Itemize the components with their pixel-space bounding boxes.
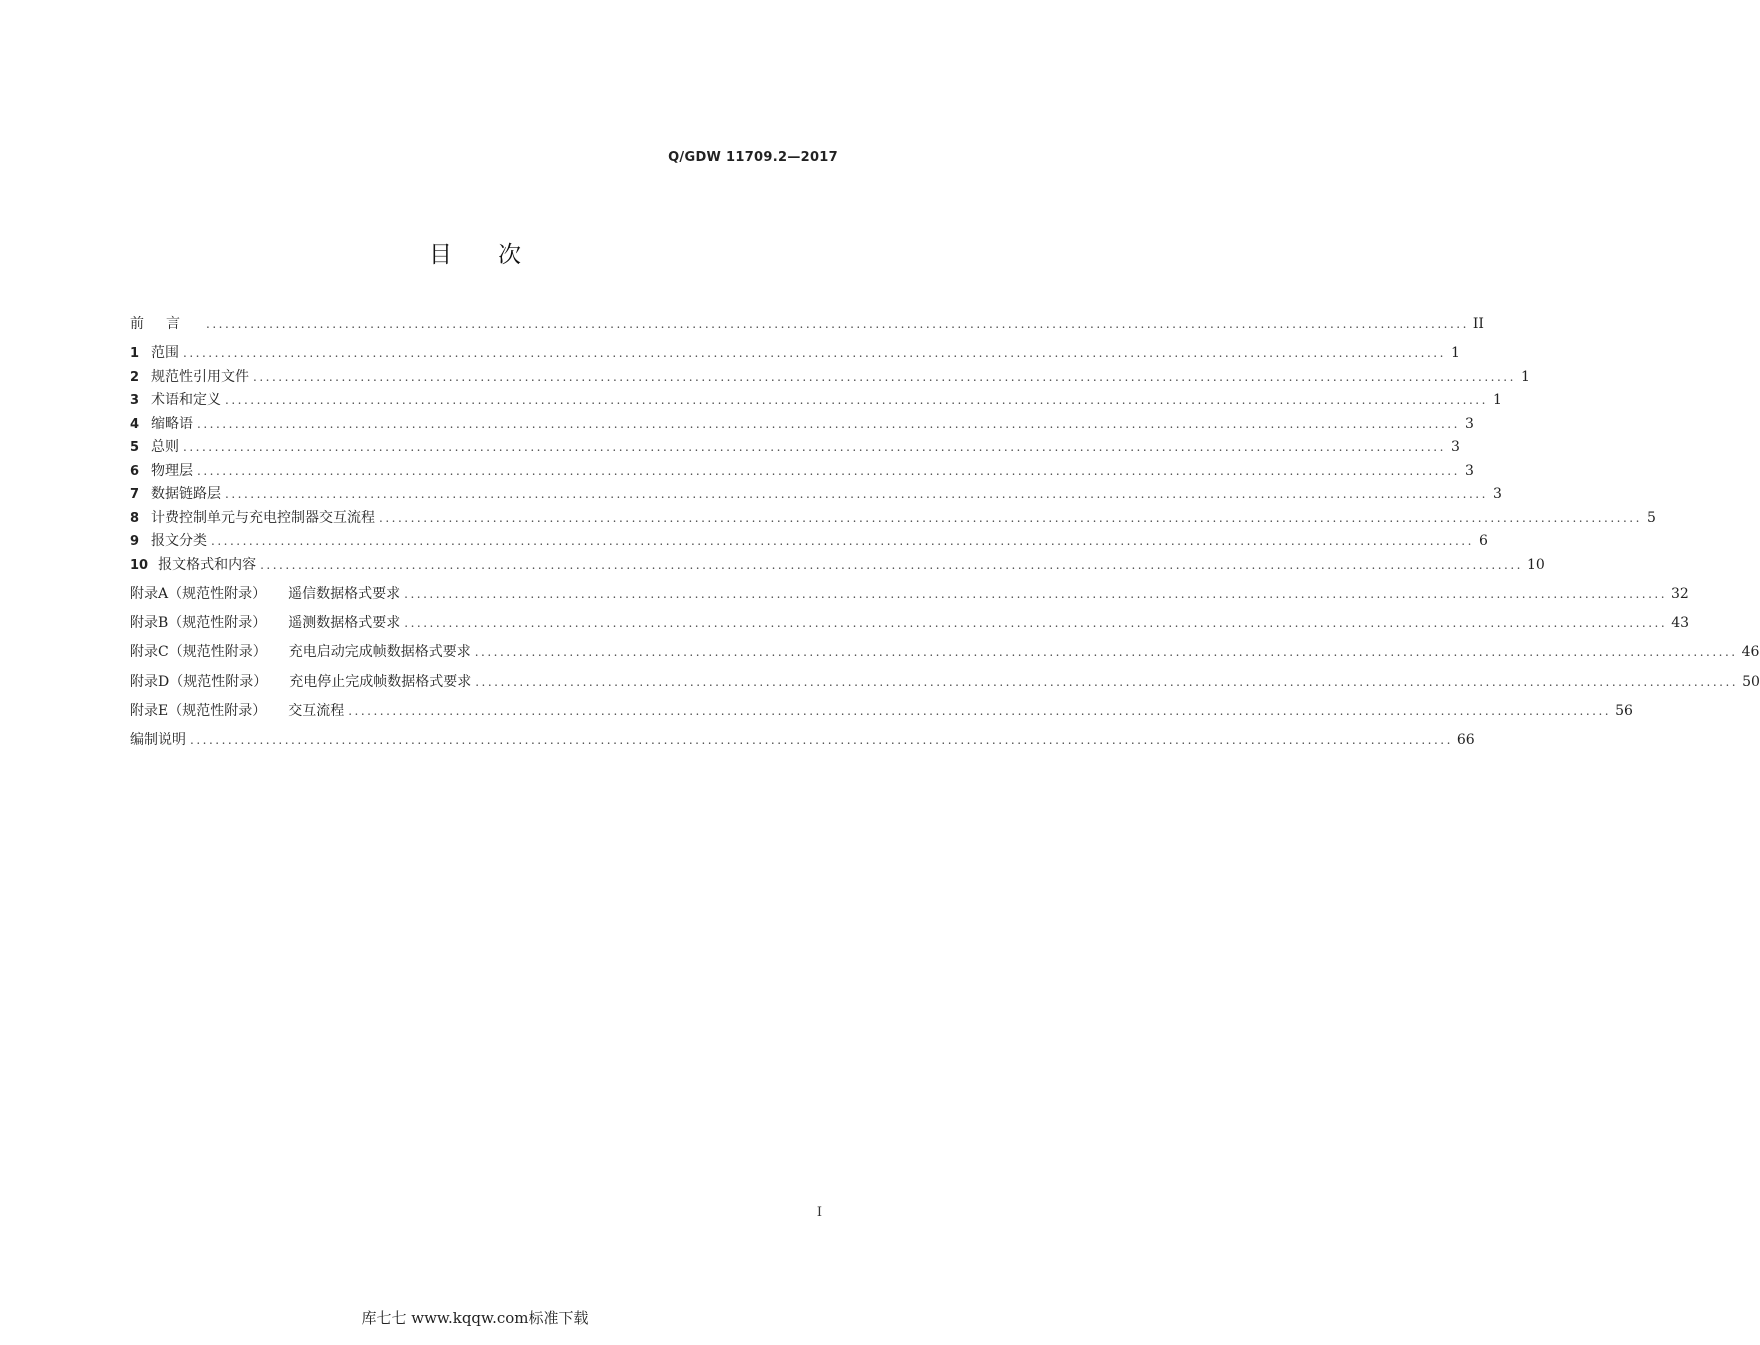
footer-watermark: 库七七 www.kqqw.com标准下载	[361, 1309, 589, 1327]
toc-entry-number: 5	[130, 440, 140, 455]
toc-leader-dots: ........................................................................................................................................................................................................	[183, 346, 1446, 360]
toc-entry-subtitle: 交互流程	[288, 703, 345, 719]
toc-entry-title: 总则	[151, 439, 180, 455]
toc-entry-title: 编制说明	[130, 732, 186, 748]
toc-leader-dots: ........................................................................................................................................................................................................	[206, 317, 1469, 331]
toc-entry-number: 4	[130, 417, 140, 432]
toc-entry-title: 附录E（规范性附录）	[130, 703, 267, 719]
toc-leader-dots: ........................................................................................................................................................................................................	[474, 645, 1738, 659]
toc-entry[interactable]	[130, 507, 1656, 529]
toc-entry-title: 计费控制单元与充电控制器交互流程	[151, 510, 376, 526]
toc-entry[interactable]	[130, 583, 1689, 605]
toc-entry-page: 43	[1671, 615, 1690, 631]
toc-entry-title: 范围	[151, 345, 180, 361]
toc-entry-page: 5	[1647, 510, 1656, 526]
toc-entry[interactable]	[130, 700, 1633, 722]
toc-entry[interactable]	[130, 460, 1474, 482]
toc-entry-page: 56	[1615, 703, 1633, 719]
toc-entry-page: 10	[1526, 557, 1545, 573]
toc-entry[interactable]	[130, 641, 1760, 663]
toc-leader-dots: ........................................................................................................................................................................................................	[225, 487, 1488, 501]
toc-entry-title: 缩略语	[151, 416, 194, 432]
toc-entry-title: 报文格式和内容	[158, 557, 257, 573]
toc-entry-title: 附录D（规范性附录）	[130, 674, 268, 690]
toc-leader-dots: ........................................................................................................................................................................................................	[225, 393, 1488, 407]
toc-entry-title: 数据链路层	[151, 486, 222, 502]
toc-entry[interactable]	[130, 671, 1760, 693]
toc-entry-title: 规范性引用文件	[151, 369, 250, 385]
toc-entry-number: 6	[130, 464, 140, 479]
toc-entry[interactable]	[130, 554, 1545, 576]
toc-entry-title: 前言	[130, 316, 202, 332]
toc-entry-subtitle: 遥信数据格式要求	[288, 586, 401, 602]
toc-leader-dots: ........................................................................................................................................................................................................	[404, 616, 1668, 630]
toc-entry-number: 2	[130, 370, 140, 385]
toc-entry[interactable]	[130, 483, 1502, 505]
toc-entry-title: 术语和定义	[151, 392, 222, 408]
toc-entry[interactable]	[130, 612, 1690, 634]
toc-entry-number: 3	[130, 393, 140, 408]
toc-entry-page: 3	[1465, 416, 1474, 432]
toc-leader-dots: ........................................................................................................................................................................................................	[211, 534, 1474, 548]
toc-leader-dots: ........................................................................................................................................................................................................	[404, 587, 1668, 601]
toc-entry[interactable]	[130, 342, 1460, 364]
toc-leader-dots: ........................................................................................................................................................................................................	[379, 511, 1642, 525]
toc-entry-page: 1	[1493, 392, 1502, 408]
toc-entry-page: 66	[1456, 732, 1475, 748]
toc-entry[interactable]	[130, 436, 1460, 458]
toc-leader-dots: ........................................................................................................................................................................................................	[183, 440, 1446, 454]
toc-entry-title: 附录C（规范性附录）	[130, 644, 267, 660]
document-code: Q/GDW 11709.2—2017	[668, 150, 838, 165]
toc-entry-page: II	[1472, 316, 1484, 332]
toc-entry-title: 报文分类	[151, 533, 208, 549]
toc-entry[interactable]	[130, 413, 1474, 435]
toc-entry-number: 7	[130, 487, 140, 502]
toc-entry[interactable]	[130, 530, 1488, 552]
toc-leader-dots: ........................................................................................................................................................................................................	[197, 464, 1460, 478]
toc-entry-page: 3	[1493, 486, 1502, 502]
toc-entry-title: 物理层	[151, 463, 194, 479]
toc-leader-dots: ........................................................................................................................................................................................................	[348, 704, 1612, 718]
page-title: 目次	[429, 242, 567, 268]
toc-leader-dots: ........................................................................................................................................................................................................	[475, 675, 1739, 689]
toc-entry-number: 9	[130, 534, 140, 549]
toc-entry-page: 1	[1521, 369, 1530, 385]
toc-entry-number: 8	[130, 511, 140, 526]
toc-entry-number: 1	[130, 346, 140, 361]
toc-entry-subtitle: 充电停止完成帧数据格式要求	[289, 674, 472, 690]
toc-entry-page: 3	[1451, 439, 1460, 455]
toc-entry-page: 32	[1671, 586, 1689, 602]
toc-entry-page: 3	[1465, 463, 1474, 479]
toc-entry-page: 6	[1479, 533, 1488, 549]
toc-entry-title: 附录A（规范性附录）	[130, 586, 267, 602]
toc-entry-subtitle: 充电启动完成帧数据格式要求	[288, 644, 471, 660]
toc-leader-dots: ........................................................................................................................................................................................................	[260, 558, 1523, 572]
toc-entry-page: 1	[1451, 345, 1460, 361]
toc-entry-subtitle: 遥测数据格式要求	[288, 615, 401, 631]
toc-entry-title: 附录B（规范性附录）	[130, 615, 267, 631]
toc-entry-number: 10	[130, 558, 149, 573]
toc-entry-page: 46	[1741, 644, 1760, 660]
toc-entry[interactable]	[130, 729, 1475, 751]
toc-entry-page: 50	[1742, 674, 1760, 690]
toc-leader-dots: ........................................................................................................................................................................................................	[253, 370, 1516, 384]
toc-entry[interactable]	[130, 389, 1502, 411]
toc-leader-dots: ........................................................................................................................................................................................................	[190, 733, 1453, 747]
toc-entry[interactable]	[130, 366, 1530, 388]
page-number: I	[816, 1205, 822, 1220]
toc-entry[interactable]	[130, 313, 1484, 335]
toc-leader-dots: ........................................................................................................................................................................................................	[197, 417, 1460, 431]
